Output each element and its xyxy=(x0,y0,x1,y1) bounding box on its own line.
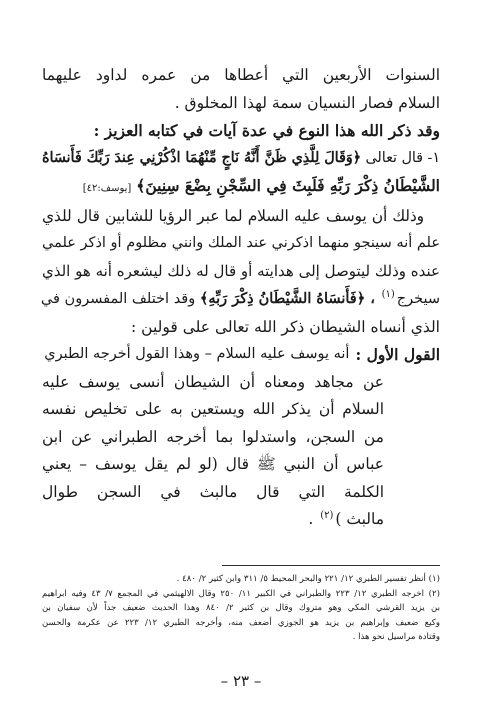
text-span: وقد اختلف المفسرون في xyxy=(40,291,196,307)
text-span: مالبث ) xyxy=(335,510,384,528)
footnote-1 xyxy=(42,572,440,587)
footnote-divider xyxy=(222,565,440,566)
text-span: الذي أنساه الشيطان ذكر الله تعالى على قولين : xyxy=(131,317,440,336)
paragraph-line xyxy=(42,230,440,258)
opinion-line xyxy=(42,396,384,424)
opinion-first-body xyxy=(42,369,440,534)
footnote-2-line xyxy=(42,601,440,616)
paragraph-line xyxy=(42,285,440,314)
opinion-line xyxy=(42,369,384,397)
text-span: من السجن، واستدلوا بما أخرجه الطبراني عن ابن xyxy=(42,427,384,446)
text-span: عباس أن النبي ﷺ قال (لو لم يقل يوسف – يعني xyxy=(42,455,384,473)
verse-intro: ١- قال تعالى xyxy=(365,149,440,166)
verse-line-2 xyxy=(42,172,440,203)
text-span: سيخرج xyxy=(396,291,440,307)
text-span: عن مجاهد ومعناه أن الشيطان أنسى يوسف عليه xyxy=(42,372,384,391)
text-span: السلام أن يذكر الله ويستعين به على تخليص نفسه xyxy=(42,400,384,418)
text-line xyxy=(42,62,440,90)
quran-verse: الشَّيْطَانُ ذِكْرَ رَبِّهِ فَلَبِثَ فِي السِّجْنِ بِضْعَ سِنِينَ﴾ xyxy=(136,176,440,195)
opinion-line xyxy=(42,506,384,534)
text-span: علم أنه سينجو منهما اذكرني عند الملك وانني مظلوم أو اذكر علمي xyxy=(42,235,440,251)
verse-reference: [يوسف:٤٢] xyxy=(82,183,132,194)
footnote-2-line xyxy=(42,616,440,631)
footnote-marker: (٢) xyxy=(320,509,334,521)
footnotes xyxy=(42,572,440,645)
footnote-2-line xyxy=(42,630,440,645)
footnote-text: (١) أنظر تفسير الطبري ١٢/ ٢٢١ والبحر المحيط ٥/ ٣١١ وابن كثير ٢/ ٤٨٠ . xyxy=(176,574,440,584)
text-span: . xyxy=(308,510,314,528)
verse-line-1 xyxy=(42,145,440,173)
main-text xyxy=(42,62,440,534)
opinion-line xyxy=(42,479,384,507)
text-span: السلام فصار النسيان سمة لهذا المخلوق . xyxy=(174,93,440,112)
opinion-label: القول الأول : xyxy=(355,345,440,364)
page-number: – ٢٣ – xyxy=(220,672,262,690)
opinion-text: أنه يوسف عليه السلام – وهذا القول أخرجه الطبري xyxy=(44,346,350,362)
quran-verse: ﴿وَقَالَ لِلَّذِي ظَنَّ أَنَّهُ نَاجٍ مِّنْهُمَا اذْكُرْنِي عِندَ رَبِّكَ فَأَنسَاهُ xyxy=(42,149,362,166)
opinion-first-head xyxy=(42,341,440,369)
opinion-line xyxy=(42,451,384,479)
text-span: السنوات الأربعين التي أعطاها من عمره لداود عليهما xyxy=(42,66,440,84)
footnote-text: وكيع ضعيف وإبراهيم بن يزيد هو الجوزي أضعف منه، وأخرجه الطبري ١٢/ ٢٢٣ عن عكرمة والحسن xyxy=(42,617,440,628)
heading-text: وقد ذكر الله هذا النوع في عدة آيات في كتابه العزيز : xyxy=(93,121,440,140)
text-span: وذلك أن يوسف عليه السلام لما عبر الرؤيا للشابين قال للذي xyxy=(42,206,424,225)
footnote-text: (٢) اخرجه الطبري ١٢/ ٢٢٣ والطبراني في الكبير ١١/ ٢٥٠ وقال الالهيثمي في المجمع ٧/ ٤٣ وفيه ابراهيم xyxy=(42,588,440,599)
footnote-text: وقتادة مراسيل نحو هذا . xyxy=(352,632,440,643)
text-span: عنده وذلك ليتوصل إلى هدايته أو قال له ذلك ليشعره أنه هو الذي xyxy=(42,261,440,280)
paragraph-line xyxy=(42,314,440,342)
section-heading xyxy=(42,117,440,145)
paragraph-line xyxy=(42,203,440,231)
text-line xyxy=(42,90,440,118)
text-span: الكلمة التي قال مالبث في السجن طوال xyxy=(42,482,384,501)
quran-verse: ، ﴿فَأَنسَاهُ الشَّيْطَانُ ذِكْرَ رَبِّهِ﴾ xyxy=(199,290,375,307)
footnote-2-line xyxy=(42,587,440,602)
paragraph-line xyxy=(42,258,440,286)
footnote-marker: (١) xyxy=(381,289,395,301)
footnote-text: بن يزيد القرشي المكي وهو متروك وقال بن كثير ٢/ ٨٤٠ وهذا الحديث ضعيف جداً لأن سفيان بن xyxy=(42,603,440,614)
opinion-line xyxy=(42,424,384,452)
